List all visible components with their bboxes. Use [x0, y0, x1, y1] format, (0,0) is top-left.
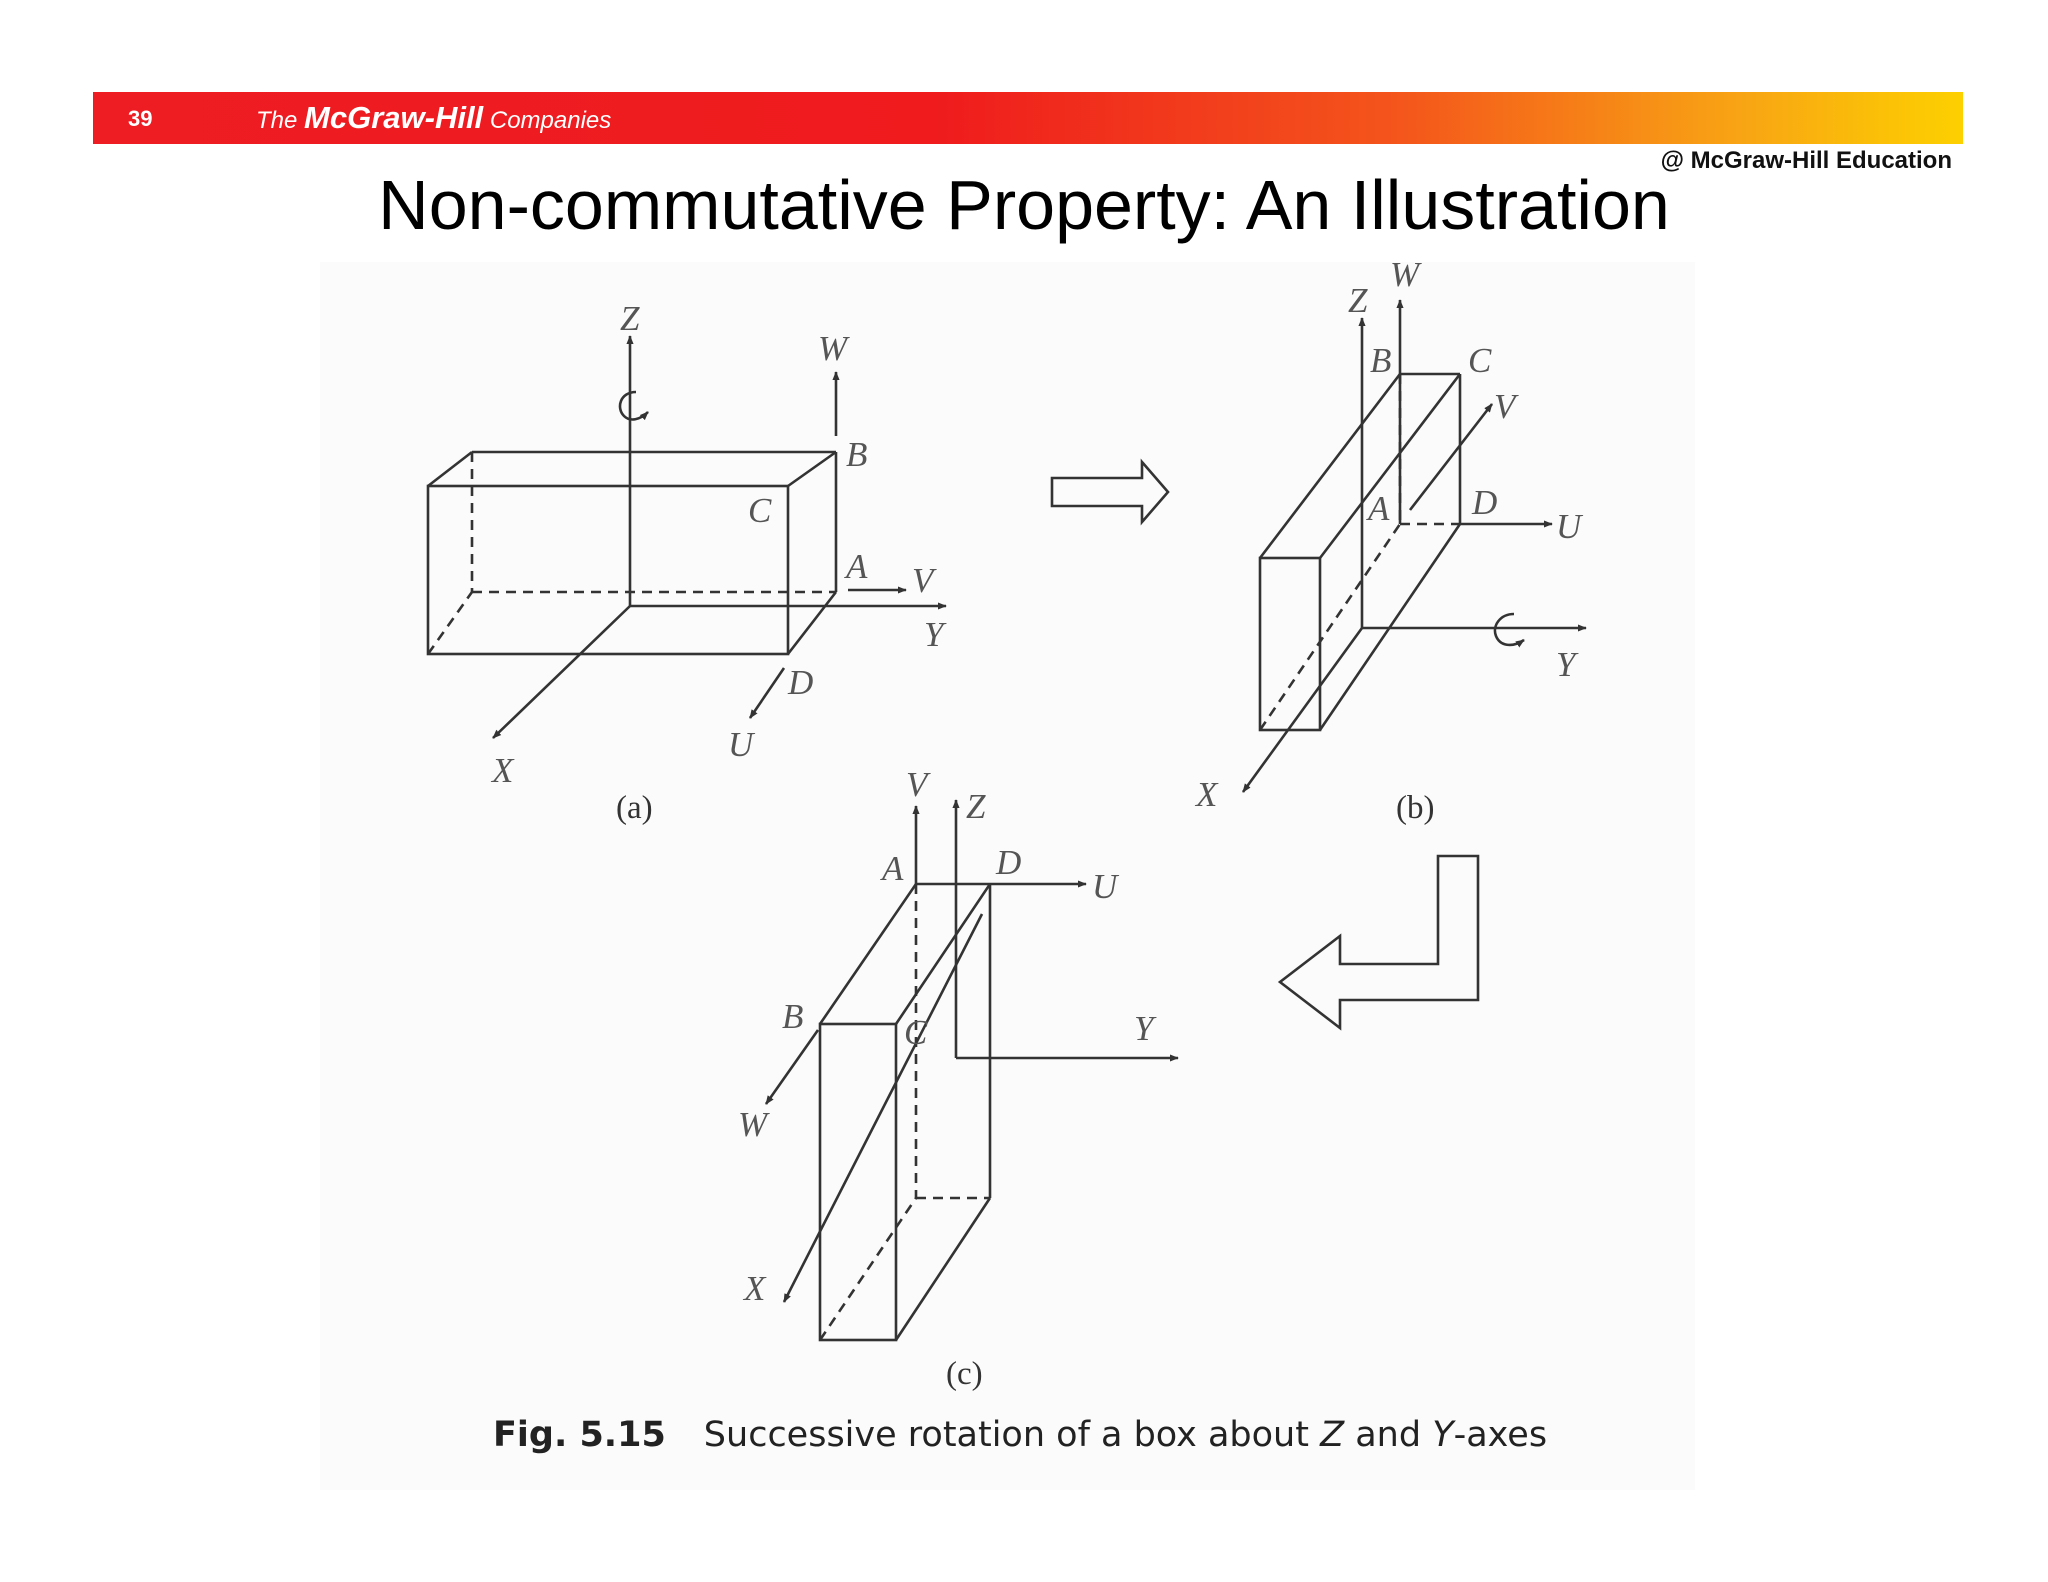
figure-caption [493, 1415, 1547, 1455]
x-axis-a [493, 606, 630, 738]
label-a-b: A [1368, 489, 1390, 528]
slide-number: 39 [128, 106, 153, 131]
panel-c-labels [738, 765, 1157, 1392]
label-z-c: Z [966, 787, 986, 826]
label-x-b: X [1196, 775, 1218, 814]
label-z-b: Z [1348, 281, 1368, 320]
label-v-b: V [1494, 387, 1516, 426]
w-axis-c [766, 1030, 818, 1104]
label-c-c: C [904, 1013, 928, 1052]
label-z-a: Z [620, 299, 640, 338]
caption-suffix: -axes [1453, 1415, 1548, 1455]
label-c-a: C [748, 491, 772, 530]
panel-a-caption: (a) [616, 790, 653, 826]
panel-b-caption: (b) [1396, 790, 1435, 826]
label-u-b: U [1556, 507, 1582, 546]
brand-the: The [256, 107, 305, 134]
label-v-a: V [912, 561, 934, 600]
caption-z: Z [1320, 1415, 1345, 1455]
label-x-a: X [492, 751, 514, 790]
copyright-notice: @ McGraw-Hill Education [1660, 147, 1952, 174]
panel-b [1243, 300, 1586, 792]
caption-text: Successive rotation of a box about [703, 1415, 1321, 1455]
panel-a-labels [490, 299, 947, 826]
figure-number: Fig. 5.15 [493, 1415, 666, 1455]
panel-c-caption: (c) [946, 1356, 983, 1392]
label-d-a: D [788, 663, 814, 702]
panel-a [428, 336, 946, 738]
label-x-c: X [744, 1269, 766, 1308]
return-arrow-icon [1280, 856, 1478, 1028]
x-axis-c [784, 914, 982, 1302]
label-b-a: B [846, 435, 868, 474]
box-c-front [820, 1024, 896, 1340]
label-y-b: Y [1556, 645, 1576, 684]
rotation-about-z-icon [620, 392, 648, 419]
label-w-a: W [818, 329, 848, 368]
label-u-a: U [728, 725, 754, 764]
label-v-c: V [906, 765, 928, 804]
box-b-front [1260, 558, 1320, 730]
right-arrow-icon [1052, 462, 1168, 522]
label-c-b: C [1468, 341, 1492, 380]
label-a-a: A [846, 547, 868, 586]
label-y-a: Y [924, 615, 944, 654]
label-d-b: D [1472, 483, 1498, 522]
rotation-about-y-icon [1495, 614, 1524, 645]
label-y-c: Y [1134, 1009, 1154, 1048]
label-w-b: W [1390, 255, 1420, 294]
caption-and: and [1344, 1415, 1433, 1455]
label-u-c: U [1092, 867, 1118, 906]
label-d-c: D [996, 843, 1022, 882]
label-w-c: W [738, 1105, 768, 1144]
u-axis-a [750, 668, 784, 718]
label-b-c: B [782, 997, 804, 1036]
label-a-c: A [882, 849, 904, 888]
page-title: Non-commutative Property: An Illustration [378, 166, 1670, 244]
brand-name: McGraw-Hill [304, 100, 484, 135]
caption-y: Y [1432, 1415, 1454, 1455]
brand-companies: Companies [483, 107, 612, 134]
label-b-b: B [1370, 341, 1392, 380]
